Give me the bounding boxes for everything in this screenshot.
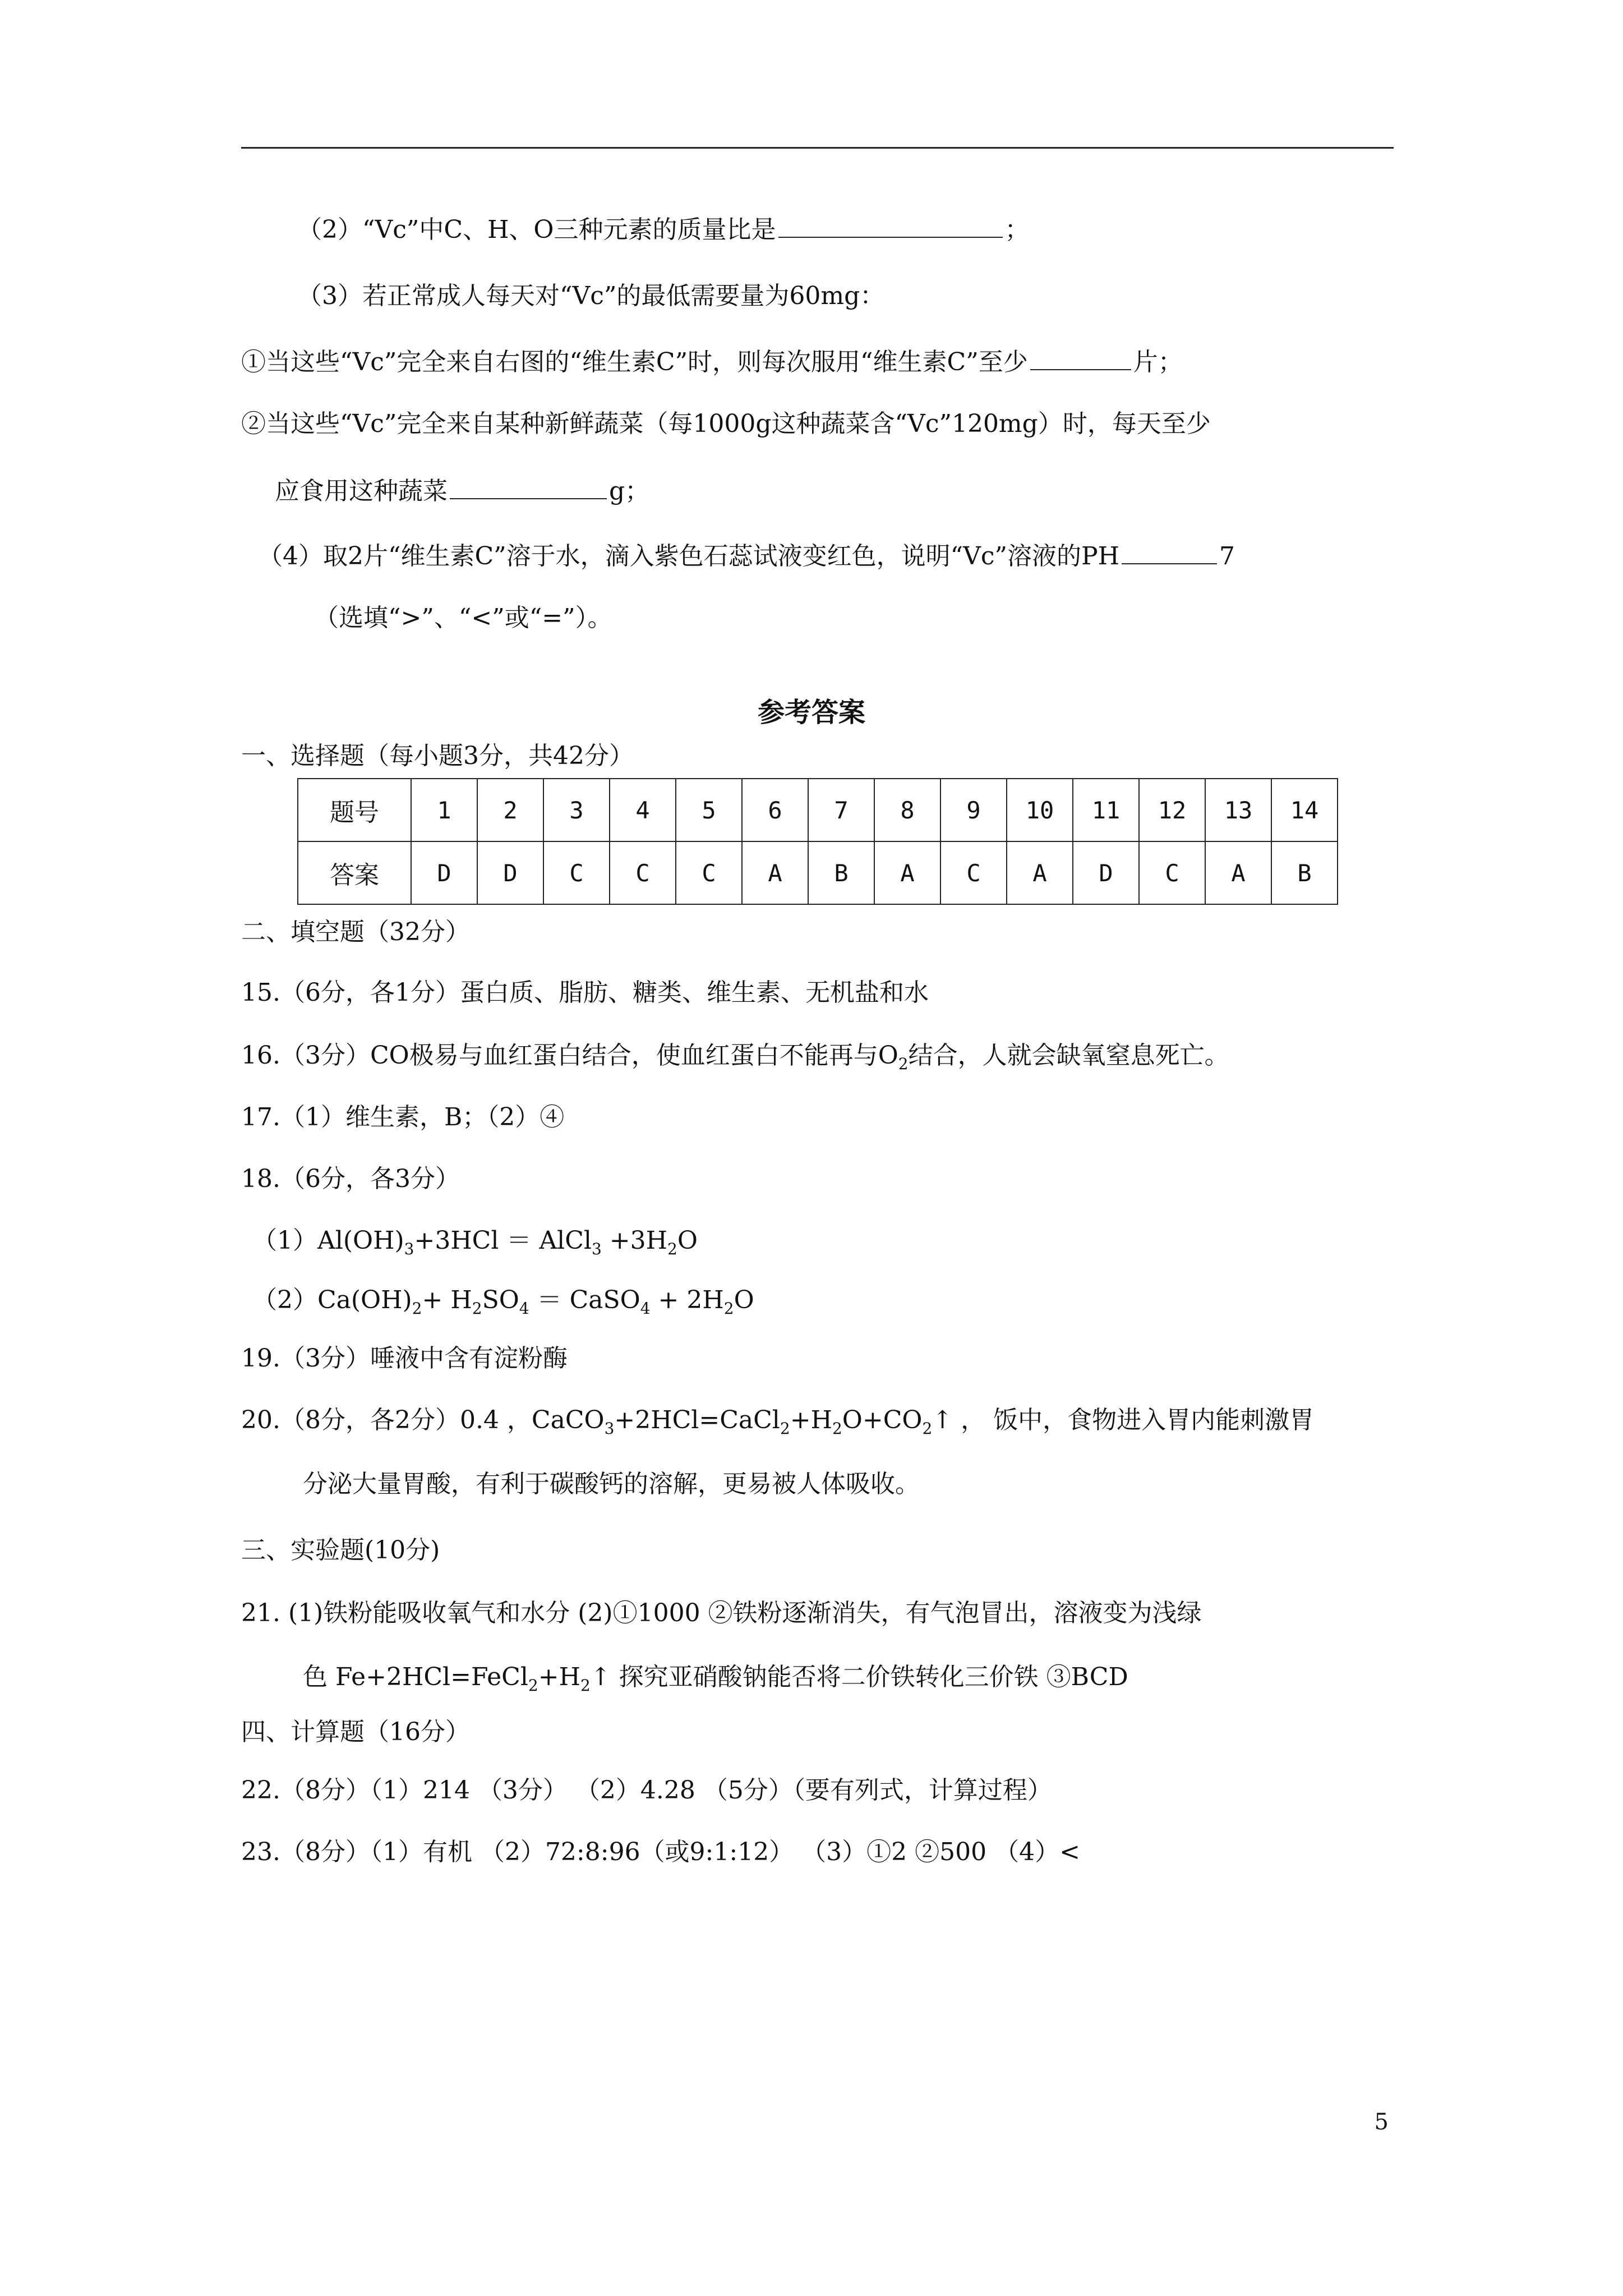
formula-part: +H (538, 1663, 580, 1691)
question-2-text: （2）“Vc”中C、H、O三种元素的质量比是 (297, 215, 776, 244)
answer-blank (1122, 537, 1217, 564)
table-cell: D (411, 841, 477, 904)
table-cell: 12 (1139, 779, 1205, 841)
subscript: 2 (898, 1055, 909, 1073)
table-row-label: 答案 (298, 841, 411, 904)
section-fill: 二、填空题（32分） (241, 918, 470, 946)
table-cell: 13 (1205, 779, 1271, 841)
formula-part: 色 Fe+2HCl=FeCl (303, 1663, 528, 1691)
question-3-intro: （3）若正常成人每天对“Vc”的最低需要量为60mg： (297, 282, 885, 310)
table-cell: 1 (411, 779, 477, 841)
section-experiment: 三、实验题(10分) (241, 1536, 440, 1565)
subscript: 2 (528, 1676, 538, 1695)
section-calculation: 四、计算题（16分） (241, 1718, 470, 1746)
table-cell: 5 (676, 779, 742, 841)
formula-part: SO (482, 1286, 519, 1314)
formula-part: +2HCl=CaCl (614, 1406, 780, 1434)
question-4-note: （选填“>”、“<”或“=”）。 (314, 604, 612, 632)
answer-21-cont (303, 1660, 1128, 1703)
table-cell: C (1139, 841, 1205, 904)
question-2-end: ； (1004, 215, 1030, 244)
formula-part: （1）Al(OH) (252, 1226, 404, 1255)
table-cell: 9 (940, 779, 1007, 841)
answer-blank (450, 472, 607, 499)
question-3-part-1 (241, 343, 1183, 379)
table-cell: 2 (477, 779, 543, 841)
question-3-part-2-text: 应食用这种蔬菜 (275, 477, 448, 505)
table-cell: A (1205, 841, 1271, 904)
formula-part: （2）Ca(OH) (252, 1286, 412, 1314)
subscript: 3 (404, 1240, 414, 1258)
table-row-label: 题号 (298, 779, 411, 841)
table-cell: A (874, 841, 940, 904)
answer-table (297, 778, 1338, 905)
question-3-part-1-end: 片； (1133, 348, 1183, 376)
formula-part: + H (422, 1286, 472, 1314)
answer-15: 15.（6分，各1分）蛋白质、脂肪、糖类、维生素、无机盐和水 (241, 978, 929, 1007)
subscript: 4 (640, 1299, 651, 1318)
question-2 (297, 211, 1030, 247)
answer-21: 21. (1)铁粉能吸收氧气和水分 (2)①1000 ②铁粉逐渐消失，有气泡冒出，溶液变为浅绿 (241, 1599, 1202, 1627)
table-cell: 3 (543, 779, 610, 841)
table-cell: C (676, 841, 742, 904)
subscript: 2 (580, 1676, 591, 1695)
formula-part: +3H (601, 1226, 668, 1255)
table-cell: B (1271, 841, 1338, 904)
answer-18-equation-1 (252, 1224, 698, 1266)
question-3-part-2-cont (275, 472, 649, 508)
table-cell: D (1073, 841, 1139, 904)
subscript: 4 (519, 1299, 529, 1318)
formula-part: ↑ 探究亚硝酸钠能否将二价铁转化三价铁 ③BCD (590, 1663, 1128, 1691)
subscript: 2 (723, 1299, 734, 1318)
question-4 (258, 537, 1235, 573)
formula-part: O (677, 1226, 698, 1255)
table-cell: 11 (1073, 779, 1139, 841)
table-cell: C (940, 841, 1007, 904)
answer-18: 18.（6分，各3分） (241, 1165, 460, 1193)
subscript: 2 (922, 1419, 933, 1438)
answer-16-end: 结合，人就会缺氧窒息死亡。 (908, 1041, 1229, 1070)
table-row (298, 779, 1338, 841)
subscript: 3 (591, 1240, 602, 1258)
question-3-part-2-end: g； (609, 477, 650, 505)
table-row (298, 841, 1338, 904)
answer-17: 17.（1）维生素，B；（2）④ (241, 1103, 565, 1131)
answer-blank (778, 211, 1003, 238)
answer-19: 19.（3分）唾液中含有淀粉酶 (241, 1344, 568, 1373)
subscript: 2 (472, 1299, 482, 1318)
formula-part: +H (790, 1406, 832, 1434)
section-choice: 一、选择题（每小题3分，共42分） (241, 742, 634, 770)
subscript: 2 (412, 1299, 422, 1318)
question-3-part-2: ②当这些“Vc”完全来自某种新鲜蔬菜（每1000g这种蔬菜含“Vc”120mg）时，每天至少 (241, 409, 1211, 438)
table-cell: 6 (742, 779, 808, 841)
table-cell: A (742, 841, 808, 904)
answer-23: 23.（8分）（1）有机 （2）72:8:96（或9:1:12） （3）①2 ②500 （4）< (241, 1838, 1080, 1866)
subscript: 2 (780, 1419, 790, 1438)
table-cell: 14 (1271, 779, 1338, 841)
table-cell: 7 (808, 779, 874, 841)
formula-part: 20.（8分，各2分）0.4 ，CaCO (241, 1406, 605, 1434)
answer-18-equation-2 (252, 1283, 754, 1326)
formula-part: O (734, 1286, 754, 1314)
answers-title: 参考答案 (757, 697, 865, 728)
formula-part: O+CO (842, 1406, 923, 1434)
header-rule (241, 147, 1394, 149)
table-cell: A (1007, 841, 1073, 904)
table-cell: C (610, 841, 676, 904)
formula-part: +3HCl ＝ AlCl (414, 1226, 592, 1255)
question-3-part-1-text: ①当这些“Vc”完全来自右图的“维生素C”时，则每次服用“维生素C”至少 (241, 348, 1028, 376)
table-cell: D (477, 841, 543, 904)
answer-16-text: 16.（3分）CO极易与血红蛋白结合，使血红蛋白不能再与O (241, 1041, 898, 1070)
table-cell: C (543, 841, 610, 904)
answer-16 (241, 1039, 1229, 1081)
answer-blank (1030, 343, 1131, 370)
subscript: 2 (667, 1240, 677, 1258)
question-4-text: （4）取2片“维生素C”溶于水，滴入紫色石蕊试液变红色，说明“Vc”溶液的PH (258, 542, 1120, 570)
formula-part: ＝ CaSO (529, 1286, 640, 1314)
table-cell: 10 (1007, 779, 1073, 841)
answer-22: 22.（8分）（1）214 （3分） （2）4.28 （5分）（要有列式，计算过程） (241, 1776, 1052, 1805)
answer-20-cont: 分泌大量胃酸，有利于碳酸钙的溶解，更易被人体吸收。 (303, 1470, 920, 1498)
question-4-end: 7 (1219, 542, 1235, 570)
formula-part: ↑ ， 饭中，食物进入胃内能刺激胃 (932, 1406, 1315, 1434)
page-number: 5 (1374, 2109, 1389, 2135)
formula-part: + 2H (650, 1286, 724, 1314)
answer-20 (241, 1404, 1314, 1446)
table-cell: 8 (874, 779, 940, 841)
table-cell: B (808, 841, 874, 904)
table-cell: 4 (610, 779, 676, 841)
subscript: 3 (604, 1419, 615, 1438)
subscript: 2 (832, 1419, 842, 1438)
